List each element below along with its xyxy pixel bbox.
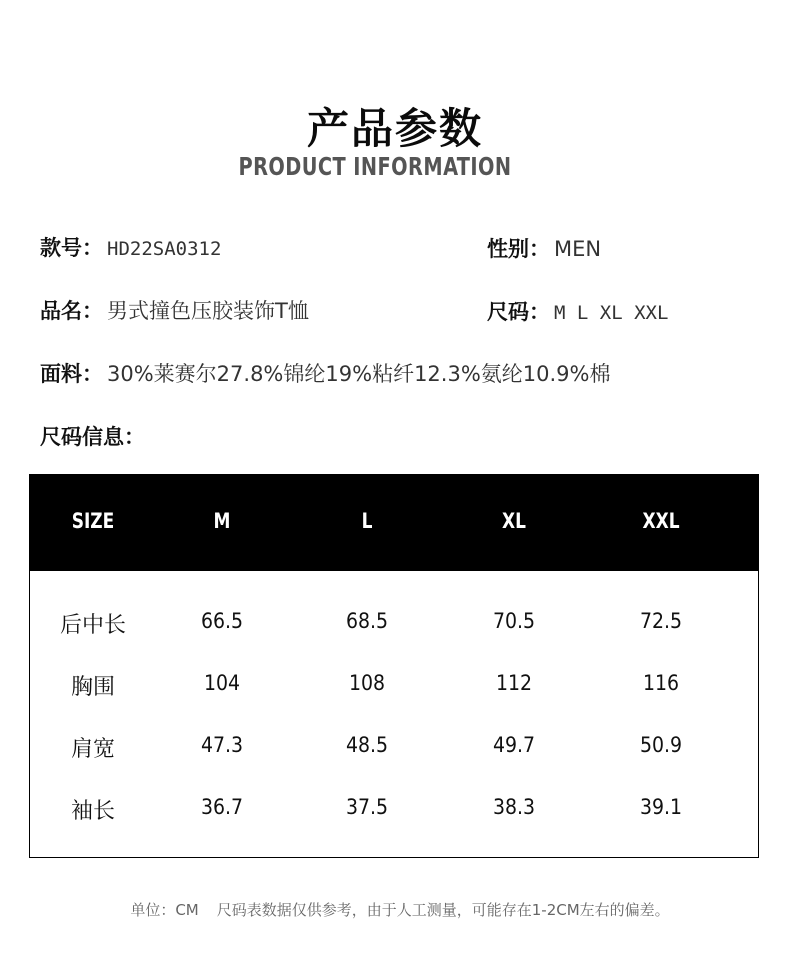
row-label-back-length: 后中长 <box>59 613 126 638</box>
page-title: 产品参数 <box>306 104 483 153</box>
table-cell: 38.3 <box>492 795 536 819</box>
product-name-field <box>40 297 309 325</box>
gender-label: 性别： <box>487 237 550 261</box>
table-cell: 47.3 <box>200 733 244 757</box>
page-subtitle: PRODUCT INFORMATION <box>238 152 512 181</box>
fabric-value: 30%莱赛尔27.8%锦纶19%粘纤12.3%氨纶10.9%棉 <box>107 362 611 386</box>
row-label-sleeve: 袖长 <box>70 799 115 824</box>
header-cell-l: L <box>361 509 373 533</box>
gender-field <box>487 235 601 263</box>
sizes-field <box>487 298 668 327</box>
unit-note: 单位：CM <box>130 901 199 919</box>
table-cell: 66.5 <box>200 609 244 633</box>
header-cell-size: SIZE <box>71 509 115 533</box>
measurement-note: 尺码表数据仅供参考，由于人工测量，可能存在1-2CM左右的偏差。 <box>216 901 670 919</box>
product-name-value: 男式撞色压胶装饰T恤 <box>107 299 309 323</box>
table-cell: 108 <box>348 671 386 695</box>
table-cell: 48.5 <box>345 733 389 757</box>
size-disclaimer <box>0 899 790 920</box>
size-info-field <box>40 423 145 451</box>
gender-value: MEN <box>554 237 602 261</box>
row-label-chest: 胸围 <box>70 675 115 700</box>
table-cell: 72.5 <box>639 609 683 633</box>
style-number-label: 款号： <box>40 236 103 260</box>
table-cell: 36.7 <box>200 795 244 819</box>
size-table-header <box>30 475 758 571</box>
style-number-field <box>40 234 221 263</box>
table-cell: 104 <box>203 671 241 695</box>
size-info-label: 尺码信息： <box>40 425 145 449</box>
table-cell: 39.1 <box>639 795 683 819</box>
table-cell: 37.5 <box>345 795 389 819</box>
table-cell: 70.5 <box>492 609 536 633</box>
header-cell-xl: XL <box>502 509 526 533</box>
row-label-shoulder: 肩宽 <box>70 737 115 762</box>
fabric-label: 面料： <box>40 362 103 386</box>
size-table <box>29 474 759 858</box>
fabric-field <box>40 360 611 388</box>
table-cell: 49.7 <box>492 733 536 757</box>
sizes-label: 尺码： <box>487 300 550 324</box>
table-cell: 116 <box>642 671 680 695</box>
product-name-label: 品名： <box>40 299 103 323</box>
table-cell: 68.5 <box>345 609 389 633</box>
table-cell: 112 <box>495 671 533 695</box>
header-cell-m: M <box>213 509 231 533</box>
table-cell: 50.9 <box>639 733 683 757</box>
style-number-value: HD22SA0312 <box>107 238 222 260</box>
header-cell-xxl: XXL <box>642 509 680 533</box>
sizes-value: M L XL XXL <box>554 302 669 324</box>
